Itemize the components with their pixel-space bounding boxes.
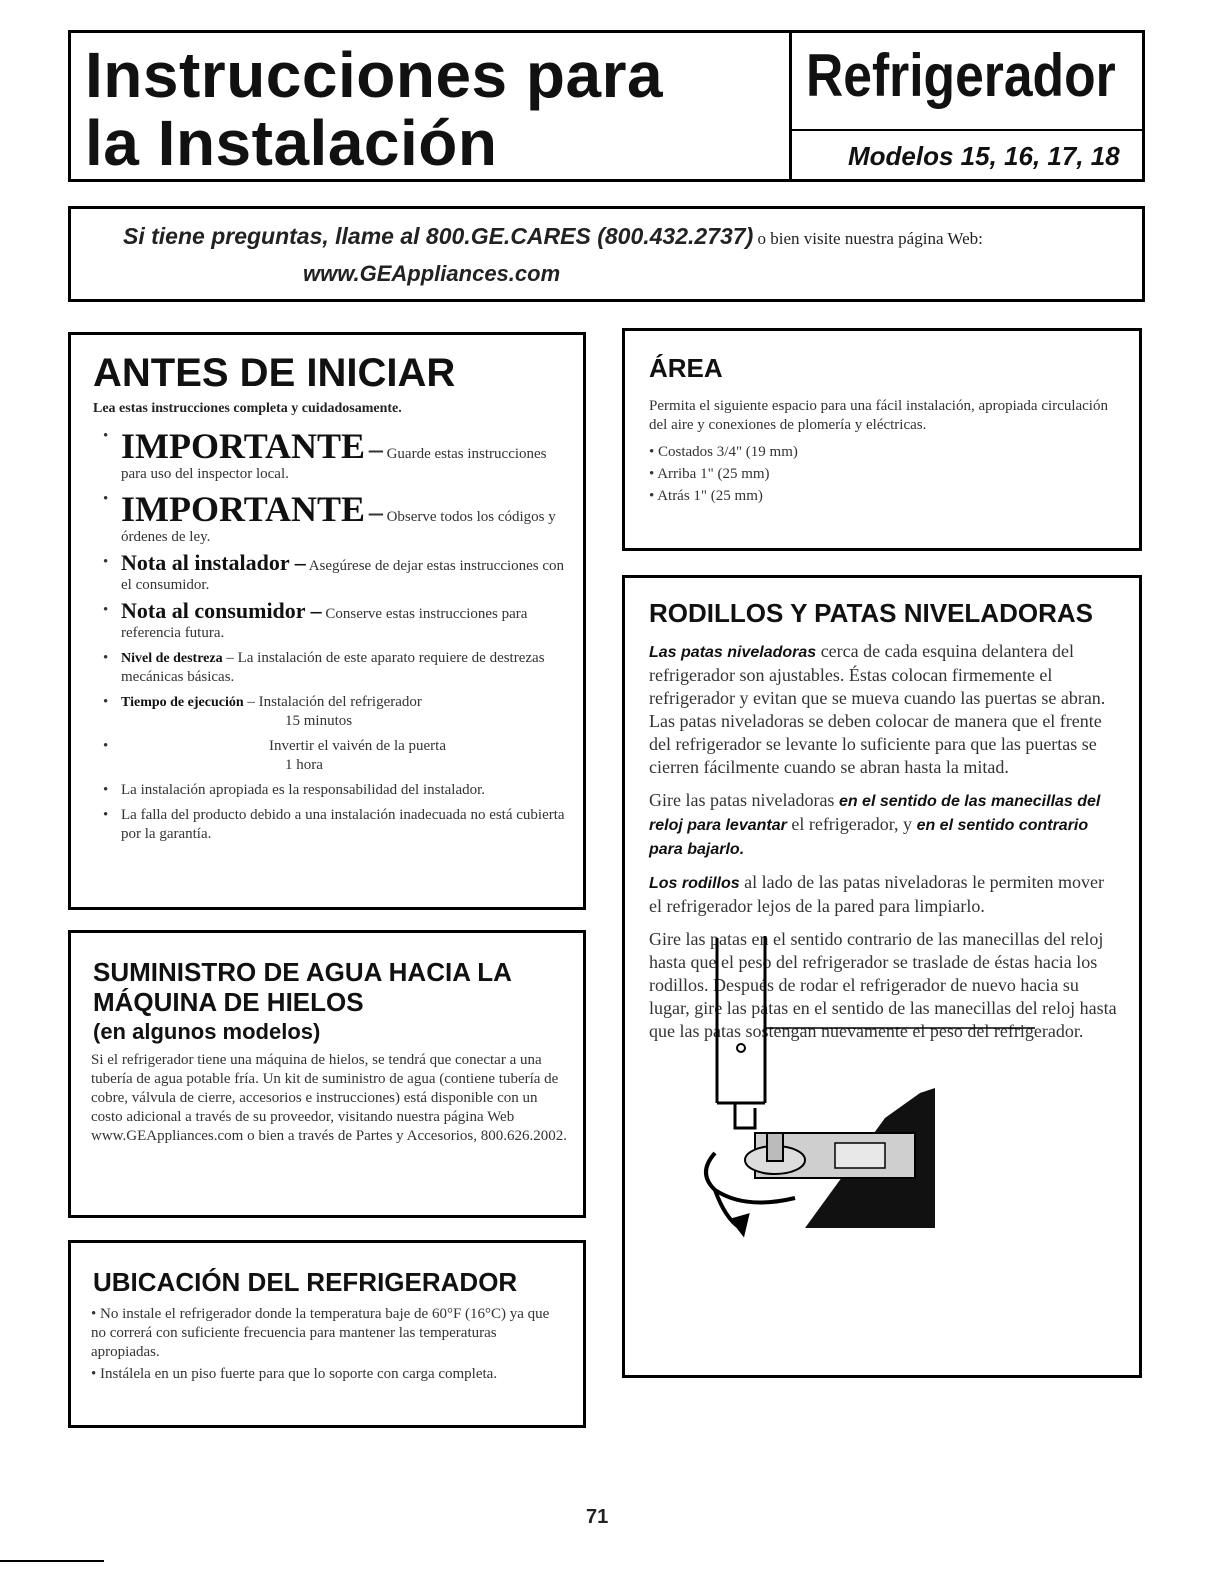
contact-connector: o bien visite nuestra página Web:: [757, 229, 983, 248]
list-item: • No instale el refrigerador donde la temperatura baje de 60°F (16°C) ya que no correrá con suficiente frecuencia para mantener las temperaturas apropiadas.: [91, 1305, 561, 1362]
gire-intro: Gire las patas niveladoras: [649, 790, 835, 810]
website-link[interactable]: www.GEAppliances.com: [303, 261, 561, 286]
area-heading: ÁREA: [649, 353, 723, 383]
importante-label: IMPORTANTE: [121, 489, 366, 529]
list-item: [97, 649, 575, 687]
contact-box: [68, 206, 1145, 302]
patas-text: cerca de cada esquina delantera del refrigerador son ajustables. Éstas colocan firmemente el refrigerador y evitan que se mueva cuando las puertas se abran. Las patas niveladoras se deben colocar de manera que el frente del refrigerador se levante lo suficiente para que las puertas se cierren fácilmente cuando se abran hasta la mitad.: [649, 641, 1106, 777]
page-number: 71: [586, 1506, 609, 1528]
invertir-text: • Invertir el vaivén de la puerta: [269, 738, 446, 754]
sentido-bajar: en el sentido contrario para bajarlo.: [649, 817, 1089, 858]
rodillos-paragraph: [649, 789, 1119, 861]
garantia-text: La falla del producto debido a una instalación inadecuada no está cubierta por la garantía.: [121, 807, 565, 842]
product-box: [789, 30, 1145, 182]
product-divider: [792, 129, 1142, 131]
list-item: • Instálela en un piso fuerte para que lo soporte con carga completa.: [91, 1365, 561, 1384]
contact-phone: Si tiene preguntas, llame al 800.GE.CARES (800.432.2737): [123, 223, 754, 249]
antes-list: [97, 427, 575, 850]
importante-text: Guarde estas instrucciones para uso del inspector local.: [121, 446, 547, 482]
ubicacion-heading: UBICACIÓN DEL REFRIGERADOR: [93, 1267, 518, 1297]
rodillos-text: al lado de las patas niveladoras le permiten mover el refrigerador lejos de la pared para limpiarlo.: [649, 872, 1105, 916]
antes-section: [68, 332, 586, 910]
tiempo-label: Tiempo de ejecución: [121, 695, 244, 710]
list-item: [97, 598, 575, 643]
rodillos-paragraph: Gire las patas en el sentido contrario de las manecillas del reloj hasta que el peso del refrigerador se traslade de éstas hacia los rodillos. Después de rodar el refrigerador de nuevo hacia su lugar, gire las patas en el sentido de las manecillas del reloj hasta que las patas sostengan nuevamente el peso del refrigerador.: [649, 929, 1117, 1041]
document-title-line2: la Instalación: [85, 107, 498, 179]
list-item: [97, 737, 575, 775]
importante-text: Observe todos los códigos y órdenes de ley.: [121, 509, 556, 545]
list-item: [97, 490, 575, 547]
antes-heading: ANTES DE INICIAR: [93, 351, 456, 395]
rodillos-heading: RODILLOS Y PATAS NIVELADORAS: [649, 598, 1093, 628]
list-item: [97, 806, 575, 844]
importante-label: IMPORTANTE: [121, 426, 366, 466]
ubicacion-section: [68, 1240, 586, 1428]
document-title-line1: Instrucciones para: [85, 39, 664, 111]
area-section: [622, 328, 1142, 551]
leveling-leg-illustration: [685, 928, 1115, 1348]
antes-intro: Lea estas instrucciones completa y cuidadosamente.: [93, 401, 402, 416]
nota-consumidor-label: Nota al consumidor –: [121, 598, 322, 623]
rodillos-paragraph: [649, 640, 1119, 779]
ubicacion-list: [91, 1305, 561, 1384]
product-title: Refrigerador: [806, 42, 1116, 109]
sentido-levantar: en el sentido de las manecillas del reloj para levantar: [649, 793, 1101, 834]
document-title: [85, 41, 663, 177]
invertir-value: 1 hora: [285, 757, 323, 773]
nota-consumidor-text: Conserve estas instrucciones para referencia futura.: [121, 606, 528, 641]
suministro-section: [68, 930, 586, 1218]
gire-middle: el refrigerador, y: [791, 814, 913, 834]
tiempo-value: 15 minutos: [285, 713, 353, 729]
models-label: Modelos 15, 16, 17, 18: [848, 141, 1120, 171]
nota-instalador-text: Asegúrese de dejar estas instrucciones con el consumidor.: [121, 558, 565, 593]
tiempo-text: – Instalación del refrigerador: [247, 694, 422, 710]
nota-instalador-label: Nota al instalador –: [121, 550, 306, 575]
list-item: [97, 427, 575, 484]
suministro-text: Si el refrigerador tiene una máquina de hielos, se tendrá que conectar a una tubería de agua potable fría. Un kit de suministro de agua (contiene tubería de cobre, válvula de cierre, accesorios e instrucciones) está disponible con un costo adicional a través de su proveedor, visitando nuestra página Web www.GEAppliances.com o bien a través de Partes y Accesorios, 800.626.2002.: [91, 1052, 568, 1144]
list-item: • Costados 3/4" (19 mm): [649, 443, 1109, 462]
dash: –: [368, 434, 383, 465]
nivel-label: Nivel de destreza: [121, 651, 223, 666]
rodillos-section: [622, 575, 1142, 1378]
suministro-subheading: (en algunos modelos): [93, 1019, 321, 1044]
list-item: [97, 550, 575, 595]
footer-rule: [0, 1560, 104, 1562]
list-item: [97, 693, 575, 731]
area-list: [649, 443, 1109, 506]
list-item: • Atrás 1" (25 mm): [649, 487, 1109, 506]
document-title-box: [68, 30, 792, 182]
suministro-heading: SUMINISTRO DE AGUA HACIA LA MÁQUINA DE HIELOS: [93, 957, 511, 1017]
area-text: Permita el siguiente espacio para una fácil instalación, apropiada circulación del aire y conexiones de plomería y eléctricas.: [649, 398, 1108, 433]
dash: –: [368, 497, 383, 528]
patas-term: Las patas niveladoras: [649, 644, 817, 661]
rodillos-paragraph: [649, 871, 1119, 918]
area-body: [649, 397, 1109, 509]
ubicacion-body: [91, 1305, 561, 1387]
responsabilidad-text: La instalación apropiada es la responsabilidad del instalador.: [121, 782, 486, 798]
nivel-text: – La instalación de este aparato requiere de destrezas mecánicas básicas.: [121, 650, 545, 685]
list-item: • Arriba 1" (25 mm): [649, 465, 1109, 484]
list-item: [97, 781, 575, 800]
contact-line: [123, 223, 983, 250]
roller-drawing: [745, 1088, 935, 1228]
refrigerator-leg-drawing: [717, 936, 1035, 1128]
rodillos-term: Los rodillos: [649, 875, 740, 892]
